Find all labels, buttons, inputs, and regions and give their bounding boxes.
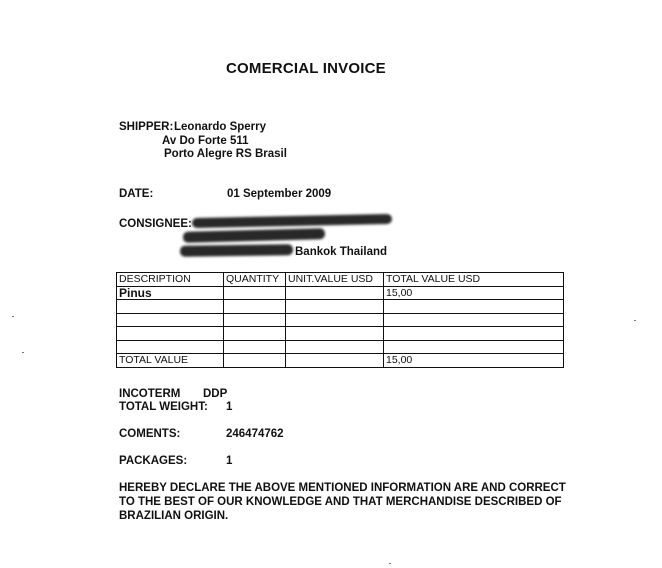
cell-quantity (224, 286, 286, 300)
cell-unit-value (286, 300, 384, 314)
cell-quantity (224, 327, 286, 341)
cell-total-value (384, 313, 564, 327)
scan-speck (22, 352, 24, 353)
consignee-label: CONSIGNEE: (119, 218, 192, 230)
shipper-name: Leonardo Sperry (174, 121, 267, 133)
packages-value: 1 (226, 455, 233, 467)
cell-total-value (384, 340, 564, 354)
date-label: DATE: (119, 188, 154, 200)
total-label: TOTAL VALUE (117, 354, 224, 368)
cell-description (117, 300, 224, 314)
cell-quantity (224, 340, 286, 354)
cell-quantity (224, 313, 286, 327)
scan-speck (12, 316, 14, 317)
header-description: DESCRIPTION (117, 273, 224, 287)
table-header-row (117, 273, 564, 287)
scan-speck (634, 320, 636, 321)
table-row (117, 340, 564, 354)
cell-unit-value (286, 286, 384, 300)
coments-value: 246474762 (226, 428, 284, 440)
scan-speck (389, 563, 391, 564)
cell-quantity (224, 300, 286, 314)
consignee-redaction-line1 (192, 214, 392, 228)
table-row (117, 327, 564, 341)
coments-label: COMENTS: (119, 428, 181, 440)
shipper-address-line1: Av Do Forte 511 (162, 135, 249, 147)
consignee-city: Bankok Thailand (295, 246, 388, 258)
total-value: 15,00 (384, 354, 564, 368)
invoice-title: COMERCIAL INVOICE (226, 60, 386, 77)
cell-unit-value (286, 327, 384, 341)
total-quantity (224, 354, 286, 368)
header-unit-value: UNIT.VALUE USD (286, 273, 384, 287)
declaration-line2: TO THE BEST OF OUR KNOWLEDGE AND THAT MERCHANDISE DESCRIBED OF (119, 496, 562, 508)
consignee-redaction-line2 (183, 228, 325, 243)
table-total-row (117, 354, 564, 368)
cell-total-value: 15,00 (384, 286, 564, 300)
cell-description (117, 340, 224, 354)
declaration-line3: BRAZILIAN ORIGIN. (119, 510, 229, 522)
date-value: 01 September 2009 (227, 188, 332, 200)
consignee-redaction-line3 (180, 244, 293, 257)
cell-description (117, 313, 224, 327)
shipper-address-line2: Porto Alegre RS Brasil (164, 148, 287, 160)
table-row (117, 300, 564, 314)
total-weight-value: 1 (226, 401, 233, 413)
table-row (117, 286, 564, 300)
incoterm-value: DDP (203, 388, 228, 400)
goods-table (116, 272, 564, 368)
cell-description (117, 327, 224, 341)
cell-total-value (384, 327, 564, 341)
shipper-label: SHIPPER: (119, 121, 174, 133)
total-weight-label: TOTAL WEIGHT: (119, 401, 208, 413)
table-row (117, 313, 564, 327)
header-quantity: QUANTITY (224, 273, 286, 287)
incoterm-label: INCOTERM (119, 388, 181, 400)
packages-label: PACKAGES: (119, 455, 188, 467)
declaration-line1: HEREBY DECLARE THE ABOVE MENTIONED INFORMATION ARE AND CORRECT (119, 482, 566, 494)
cell-total-value (384, 300, 564, 314)
cell-description: Pinus (117, 286, 224, 300)
cell-unit-value (286, 313, 384, 327)
total-unit-value (286, 354, 384, 368)
header-total-value: TOTAL VALUE USD (384, 273, 564, 287)
cell-unit-value (286, 340, 384, 354)
